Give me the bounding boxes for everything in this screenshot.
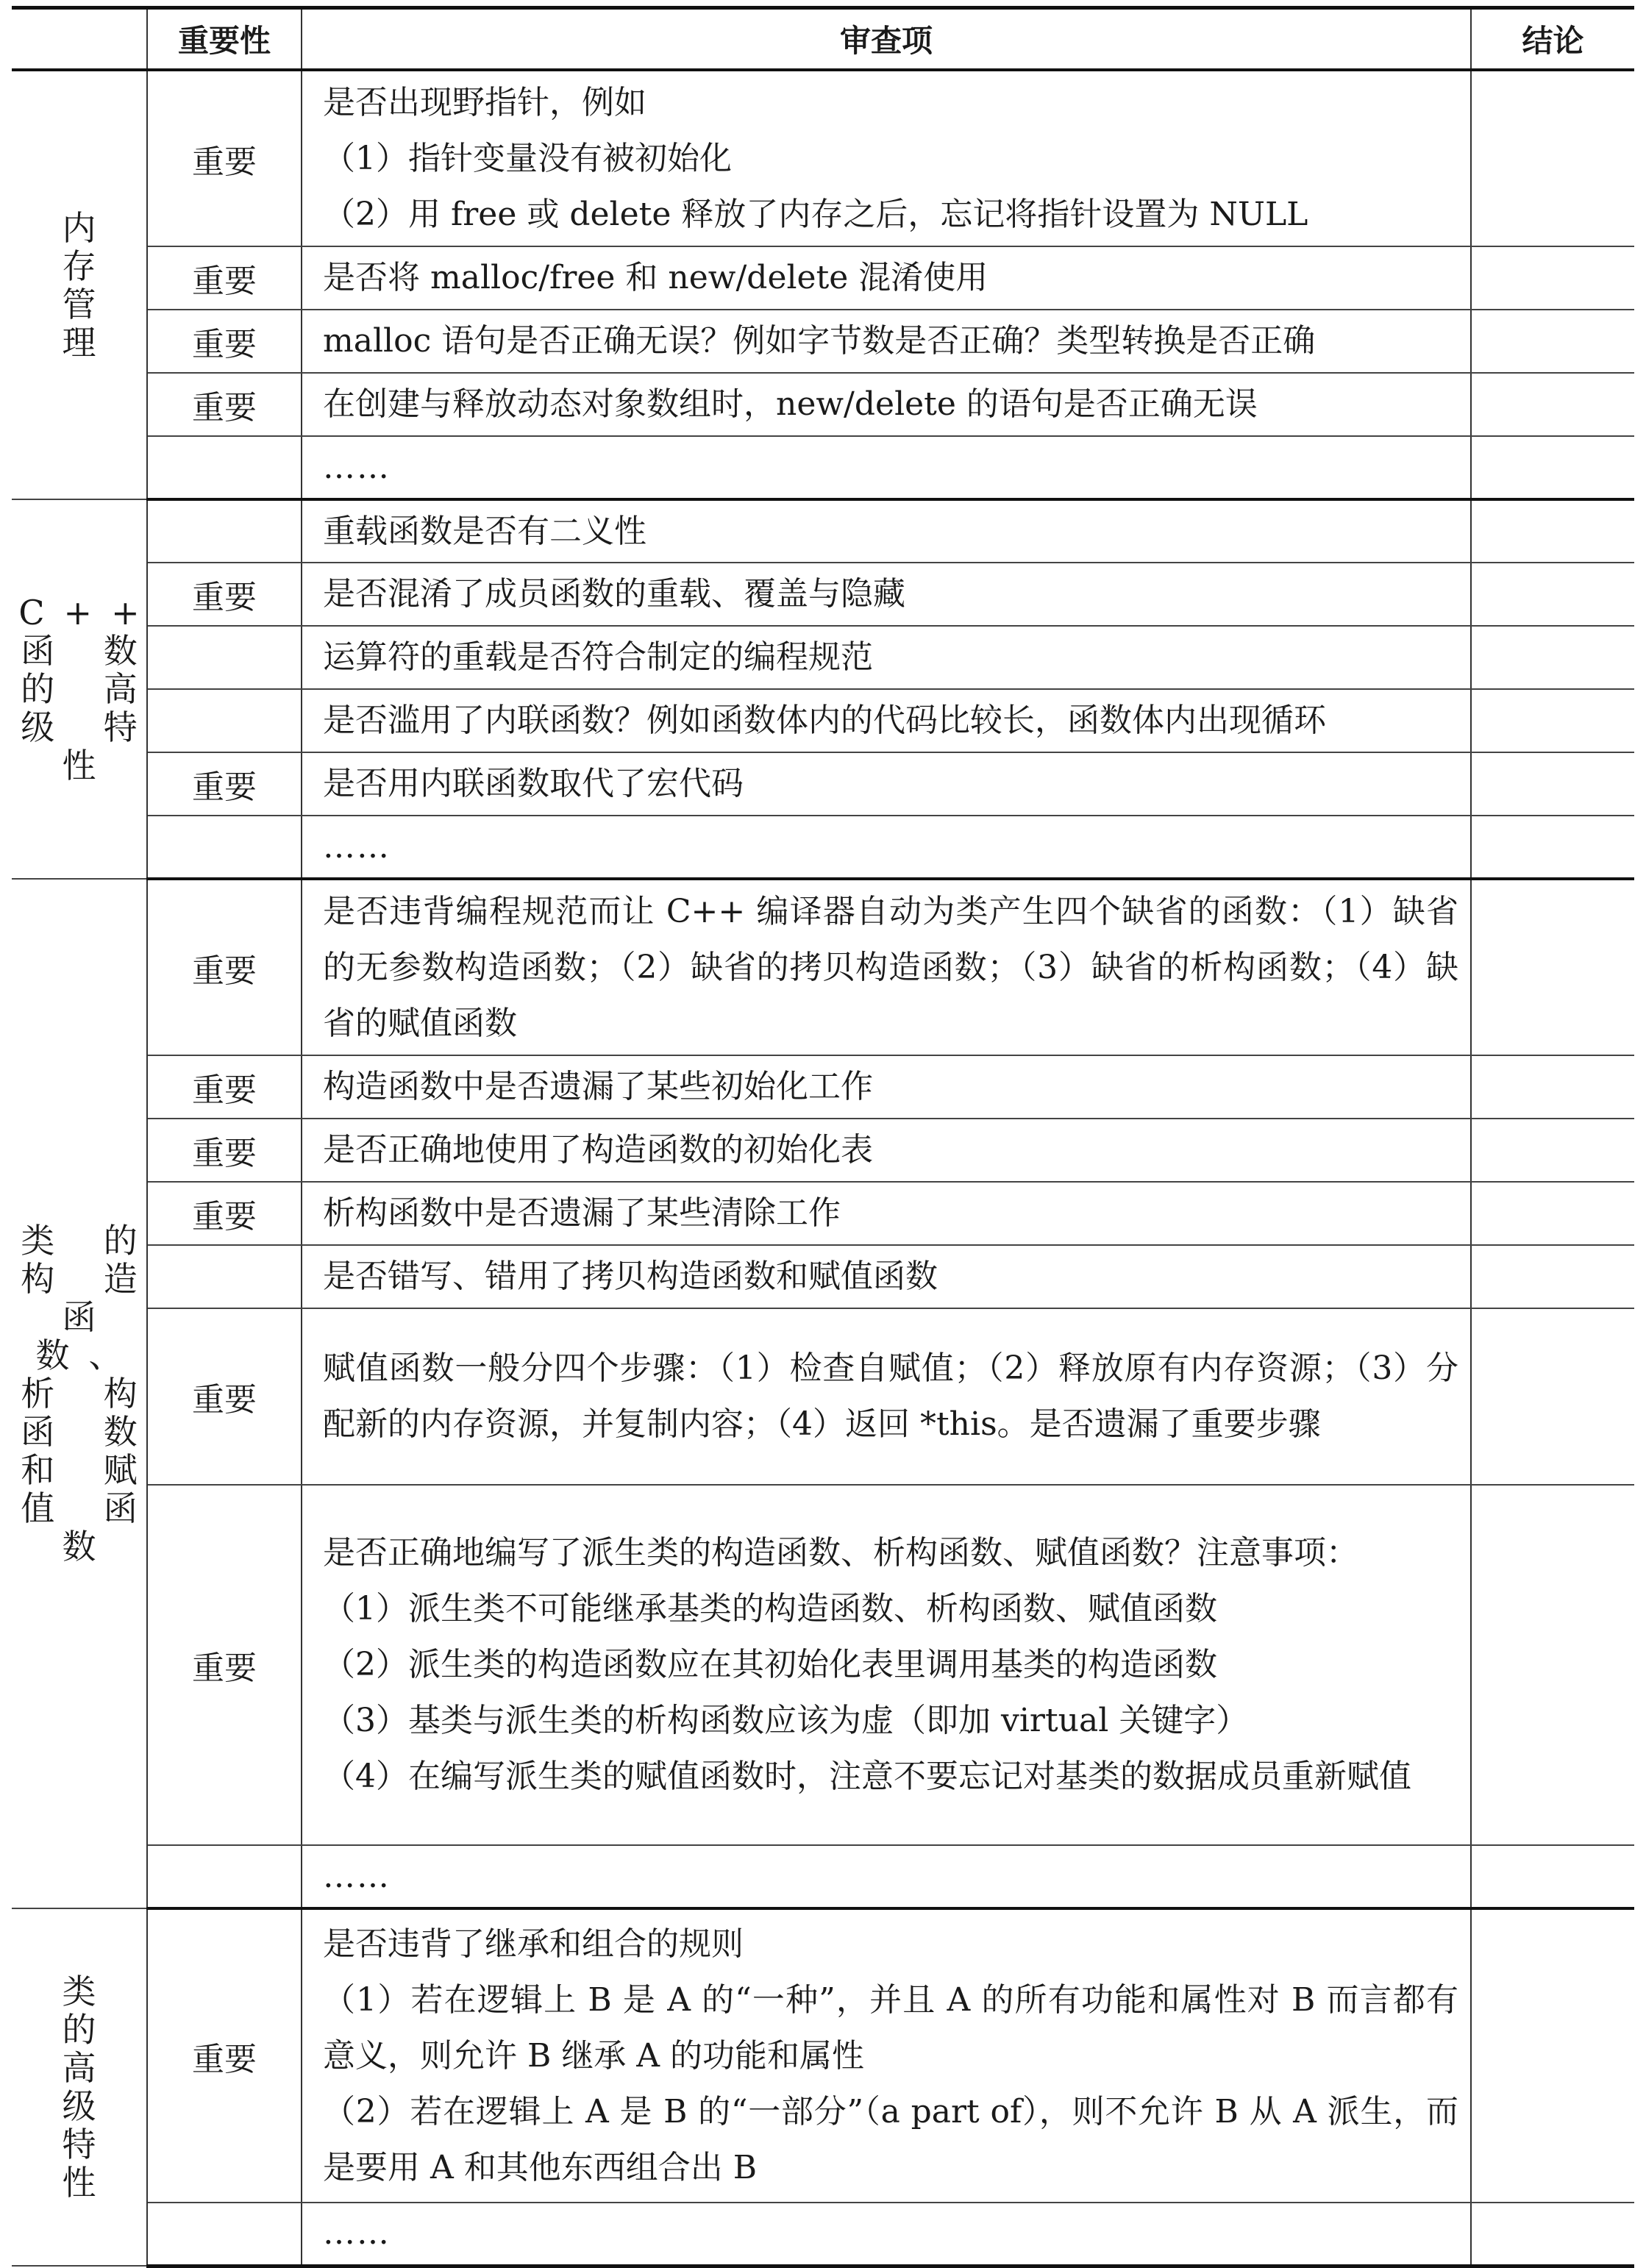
review-item-cell: [302, 70, 1471, 246]
conclusion-cell[interactable]: [1471, 752, 1634, 816]
review-item-line: ……: [323, 827, 391, 866]
category-label-line: 的 高: [21, 669, 157, 709]
conclusion-cell[interactable]: [1471, 1485, 1634, 1845]
table-row: [12, 689, 1634, 752]
table-row: [12, 310, 1634, 373]
importance-cell: [147, 689, 302, 752]
category-label-line: C++: [18, 593, 159, 632]
category-label-line: 高: [62, 2048, 96, 2088]
review-item-line: ……: [323, 2214, 391, 2253]
review-item-line: 在创建与释放动态对象数组时，new/delete 的语句是否正确无误: [323, 385, 1258, 423]
category-label-line: 析 构: [21, 1374, 157, 1413]
review-item-cell: [302, 499, 1471, 563]
importance-cell: [147, 1245, 302, 1308]
table-row: [12, 1908, 1634, 2203]
importance-cell: 重要: [147, 1908, 302, 2203]
category-label-line: 构 造: [21, 1259, 157, 1299]
review-item-cell: [302, 752, 1471, 816]
review-item-line: 是否违背了继承和组合的规则: [323, 1925, 744, 1963]
table-row: [12, 1485, 1634, 1845]
review-item-cell: [302, 1119, 1471, 1182]
review-item-line: 构造函数中是否遗漏了某些初始化工作: [323, 1068, 873, 1105]
table-row: [12, 2203, 1634, 2266]
table-row: [12, 626, 1634, 689]
review-item-line: 是否错写、错用了拷贝构造函数和赋值函数: [323, 1258, 938, 1295]
importance-cell: 重要: [147, 246, 302, 310]
category-label-line: 管: [62, 284, 96, 324]
importance-cell: [147, 626, 302, 689]
review-item-line: malloc 语句是否正确无误？例如字节数是否正确？类型转换是否正确: [323, 322, 1316, 360]
review-item-line: （1）若在逻辑上 B 是 A 的“一种”，并且 A 的所有功能和属性对 B 而言都有意义，则允许 B 继承 A 的功能和属性: [323, 1980, 1458, 2075]
importance-cell: 重要: [147, 1055, 302, 1119]
table-row: [12, 246, 1634, 310]
review-item-cell: [302, 626, 1471, 689]
conclusion-cell[interactable]: [1471, 879, 1634, 1055]
category-label-line: 性: [62, 746, 115, 785]
review-item-line: 是否出现野指针，例如: [323, 83, 646, 121]
review-item-line: （4）在编写派生类的赋值函数时，注意不要忘记对基类的数据成员重新赋值: [323, 1758, 1411, 1795]
conclusion-cell[interactable]: [1471, 816, 1634, 879]
importance-cell: 重要: [147, 70, 302, 246]
review-item-line: 赋值函数一般分四个步骤：（1）检查自赋值；（2）释放原有内存资源；（3）分配新的内存资源，并复制内容；（4）返回 *this。是否遗漏了重要步骤: [323, 1349, 1458, 1443]
conclusion-cell[interactable]: [1471, 436, 1634, 499]
conclusion-cell[interactable]: [1471, 1055, 1634, 1119]
review-item-cell: [302, 2203, 1471, 2266]
category-label-line: 级: [62, 2086, 96, 2126]
category-cell: [12, 1908, 147, 2266]
conclusion-cell[interactable]: [1471, 1182, 1634, 1245]
review-item-line: ……: [323, 1857, 391, 1895]
conclusion-cell[interactable]: [1471, 499, 1634, 563]
category-label-line: 函数、: [35, 1297, 142, 1375]
review-item-line: 是否正确地编写了派生类的构造函数、析构函数、赋值函数？注意事项：: [323, 1534, 1358, 1572]
conclusion-cell[interactable]: [1471, 1845, 1634, 1908]
category-label-line: 函 数: [21, 631, 157, 671]
review-item-line: 运算符的重载是否符合制定的编程规范: [323, 638, 873, 676]
review-item-line: 析构函数中是否遗漏了某些清除工作: [323, 1194, 841, 1232]
importance-cell: 重要: [147, 1485, 302, 1845]
header-category: [12, 8, 147, 71]
category-label-line: 类: [62, 1972, 96, 2011]
review-item-line: 是否将 malloc/free 和 new/delete 混淆使用: [323, 259, 988, 296]
importance-cell: 重要: [147, 310, 302, 373]
table-row: [12, 563, 1634, 626]
category-cell: [12, 499, 159, 879]
category-label-line: 内: [62, 207, 96, 248]
table-row: [12, 436, 1634, 499]
conclusion-cell[interactable]: [1471, 689, 1634, 752]
review-item-line: （1）派生类不可能继承基类的构造函数、析构函数、赋值函数: [323, 1590, 1217, 1627]
conclusion-cell[interactable]: [1471, 1308, 1634, 1485]
table-row: [12, 1182, 1634, 1245]
review-item-cell: [302, 689, 1471, 752]
category-cell: [12, 70, 147, 499]
importance-cell: [147, 816, 302, 879]
review-item-cell: [302, 879, 1471, 1055]
table-body: [12, 70, 1634, 2266]
importance-cell: [147, 2203, 302, 2266]
review-item-cell: [302, 1055, 1471, 1119]
importance-cell: 重要: [147, 563, 302, 626]
review-item-cell: [302, 816, 1471, 879]
review-item-line: （2）若在逻辑上 A 是 B 的“一部分”（a part of），则不允许 B 从 A 派生，而是要用 A 和其他东西组合出 B: [323, 2092, 1458, 2186]
review-item-cell: [302, 1308, 1471, 1485]
category-label-line: 和 赋: [21, 1450, 157, 1490]
review-item-cell: [302, 1908, 1471, 2203]
review-item-line: 是否滥用了内联函数？例如函数体内的代码比较长，函数体内出现循环: [323, 702, 1326, 739]
importance-cell: [147, 436, 302, 499]
review-item-line: 是否用内联函数取代了宏代码: [323, 765, 744, 802]
category-label-line: 级 特: [21, 707, 157, 747]
header-review-item: 审查项: [302, 8, 1471, 71]
review-item-cell: [302, 563, 1471, 626]
header-importance: 重要性: [147, 8, 302, 71]
category-label-line: 数: [62, 1527, 115, 1566]
review-item-line: （2）用 free 或 delete 释放了内存之后，忘记将指针设置为 NULL: [323, 195, 1308, 233]
conclusion-cell[interactable]: [1471, 70, 1634, 246]
review-item-line: （1）指针变量没有被初始化: [323, 139, 732, 177]
importance-cell: [147, 499, 302, 563]
table-row: [12, 1055, 1634, 1119]
table-row: [12, 879, 1634, 1055]
conclusion-cell[interactable]: [1471, 1119, 1634, 1182]
review-item-cell: [302, 246, 1471, 310]
review-item-cell: [302, 436, 1471, 499]
table-row: [12, 1245, 1634, 1308]
importance-cell: 重要: [147, 373, 302, 436]
conclusion-cell[interactable]: [1471, 563, 1634, 626]
table-row: [12, 499, 1634, 563]
conclusion-cell[interactable]: [1471, 1245, 1634, 1308]
review-item-cell: [302, 1182, 1471, 1245]
review-item-line: ……: [323, 448, 391, 486]
review-item-line: 是否混淆了成员函数的重载、覆盖与隐藏: [323, 575, 905, 613]
table-row: [12, 1845, 1634, 1908]
table-row: [12, 373, 1634, 436]
table-row: [12, 1308, 1634, 1485]
table-row: [12, 1119, 1634, 1182]
review-item-line: （2）派生类的构造函数应在其初始化表里调用基类的构造函数: [323, 1646, 1217, 1683]
review-item-line: 是否正确地使用了构造函数的初始化表: [323, 1131, 873, 1169]
review-item-line: 是否违背编程规范而让 C++ 编译器自动为类产生四个缺省的函数：（1）缺省的无参数构造函数；（2）缺省的拷贝构造函数；（3）缺省的析构函数；（4）缺省的赋值函数: [323, 892, 1458, 1042]
category-label-line: 函 数: [21, 1412, 157, 1452]
code-review-checklist-table: [12, 6, 1634, 2268]
conclusion-cell[interactable]: [1471, 373, 1634, 436]
category-label-line: 类 的: [21, 1221, 157, 1260]
importance-cell: 重要: [147, 879, 302, 1055]
header-row: [12, 8, 1634, 71]
table-row: [12, 70, 1634, 246]
table-row: [12, 816, 1634, 879]
conclusion-cell[interactable]: [1471, 626, 1634, 689]
category-label-line: 的: [62, 2010, 96, 2050]
category-label-line: 理: [62, 322, 96, 363]
category-label-line: 特: [62, 2125, 96, 2164]
review-item-cell: [302, 310, 1471, 373]
review-item-line: 重载函数是否有二义性: [323, 512, 646, 550]
category-cell: [12, 879, 157, 1908]
importance-cell: [147, 1845, 302, 1908]
importance-cell: 重要: [147, 752, 302, 816]
conclusion-cell[interactable]: [1471, 246, 1634, 310]
conclusion-cell[interactable]: [1471, 1908, 1634, 2203]
review-item-cell: [302, 1245, 1471, 1308]
conclusion-cell[interactable]: [1471, 310, 1634, 373]
header-conclusion: 结论: [1471, 8, 1634, 71]
review-item-cell: [302, 1845, 1471, 1908]
category-label-line: 值 函: [21, 1488, 157, 1528]
review-item-cell: [302, 373, 1471, 436]
importance-cell: 重要: [147, 1182, 302, 1245]
review-item-cell: [302, 1485, 1471, 1845]
importance-cell: 重要: [147, 1308, 302, 1485]
table-row: [12, 752, 1634, 816]
importance-cell: 重要: [147, 1119, 302, 1182]
review-item-line: （3）基类与派生类的析构函数应该为虚（即加 virtual 关键字）: [323, 1702, 1249, 1739]
category-label-line: 性: [62, 2163, 96, 2203]
conclusion-cell[interactable]: [1471, 2203, 1634, 2266]
category-label-line: 存: [62, 246, 96, 286]
